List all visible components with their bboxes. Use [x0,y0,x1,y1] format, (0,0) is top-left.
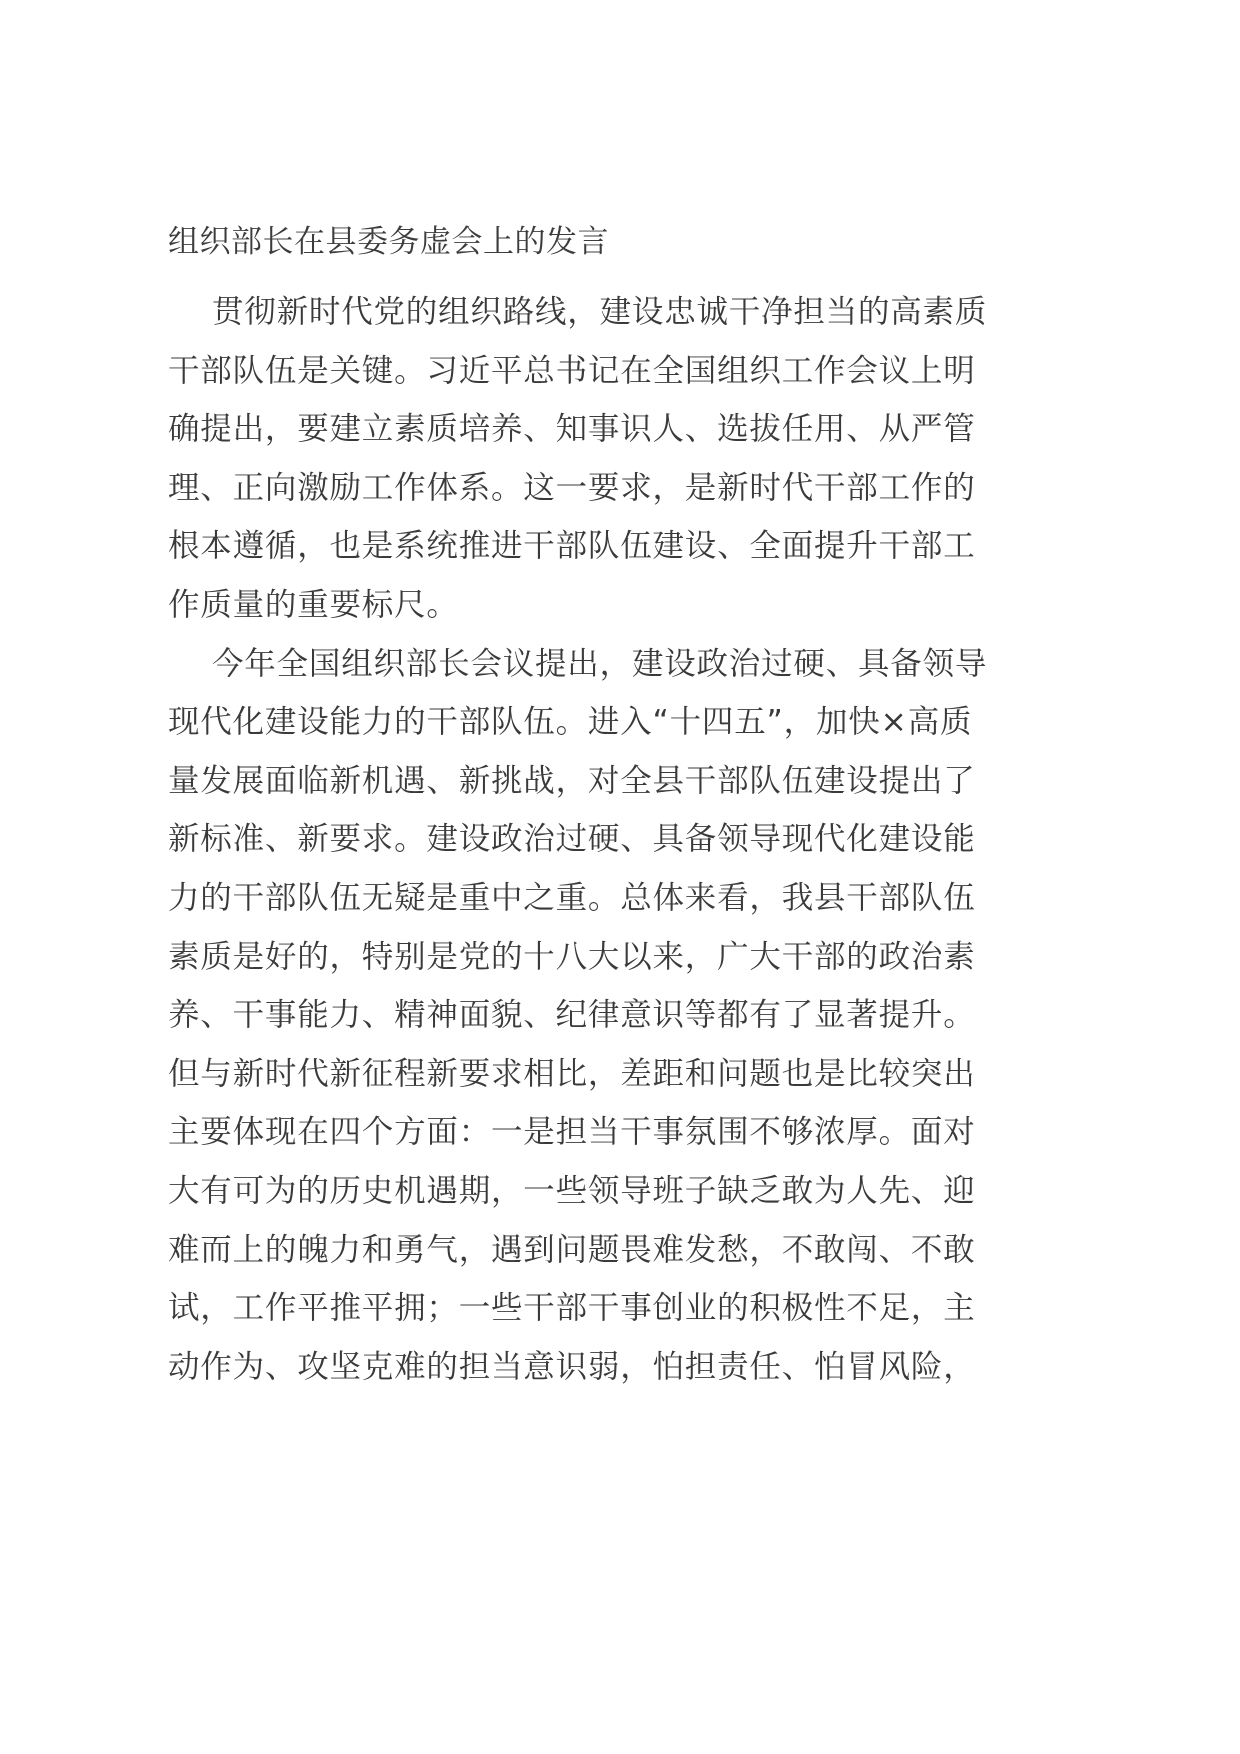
paragraph-2 [168,635,988,1397]
text-line: 难而上的魄力和勇气，遇到问题畏难发愁，不敢闯、不敢 [168,1231,976,1268]
text-line: 新标准、新要求。建设政治过硬、具备领导现代化建设能 [168,821,976,858]
text-line: 但与新时代新征程新要求相比，差距和问题也是比较突出 [168,1055,976,1092]
text-line: 主要体现在四个方面：一是担当干事氛围不够浓厚。面对 [168,1114,976,1151]
text-line: 确提出，要建立素质培养、知事识人、选拔任用、从严管 [168,411,976,448]
text-line: 养、干事能力、精神面貌、纪律意识等都有了显著提升。 [168,997,976,1034]
text-line: 现代化建设能力的干部队伍。进入“十四五”，加快×高质 [168,704,973,741]
text-line: 量发展面临新机遇、新挑战，对全县干部队伍建设提出了 [168,762,976,799]
document-body [168,283,988,1396]
text-line: 干部队伍是关键。习近平总书记在全国组织工作会议上明 [168,352,976,389]
text-line: 素质是好的，特别是党的十八大以来，广大干部的政治素 [168,938,976,975]
text-line: 动作为、攻坚克难的担当意识弱，怕担责任、怕冒风险， [168,1348,976,1385]
text-line: 贯彻新时代党的组织路线，建设忠诚干净担当的高素质 [212,294,988,330]
document-title: 组织部长在县委务虚会上的发言 [168,224,609,260]
text-line: 力的干部队伍无疑是重中之重。总体来看，我县干部队伍 [168,879,976,916]
text-line: 根本遵循，也是系统推进干部队伍建设、全面提升干部工 [168,528,976,565]
paragraph-1 [168,283,988,635]
text-line: 今年全国组织部长会议提出，建设政治过硬、具备领导 [212,645,988,682]
text-line: 理、正向激励工作体系。这一要求，是新时代干部工作的 [168,469,976,506]
text-line: 作质量的重要标尺。 [168,586,459,623]
text-line: 大有可为的历史机遇期，一些领导班子缺乏敢为人先、迎 [168,1172,976,1209]
text-line: 试，工作平推平拥；一些干部干事创业的积极性不足，主 [168,1290,976,1327]
